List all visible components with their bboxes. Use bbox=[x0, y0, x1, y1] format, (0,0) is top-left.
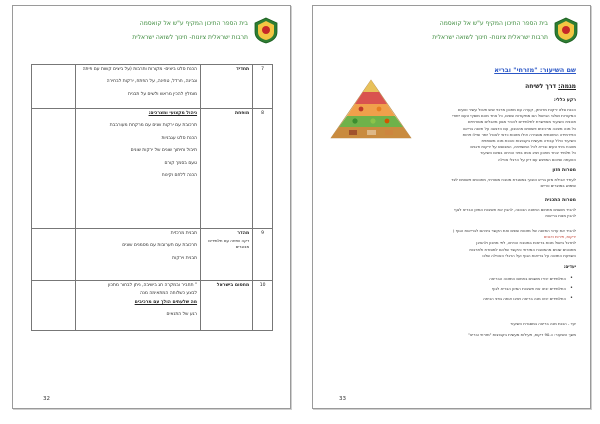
row-title: מחסום בישראל bbox=[201, 281, 253, 331]
section-text: לעודד אכילת מזון בריא וטבעי במסגרת מטבח מסורתי, מתכונים פשוטים לצד שימוש במוצרים טריים bbox=[451, 177, 576, 189]
targets-label: יעדים: bbox=[563, 264, 576, 269]
row-number: 9 bbox=[253, 229, 273, 281]
row-title: מהדר דקה ושיחה עם תלמידים מבוגרים bbox=[201, 229, 253, 281]
page-header bbox=[21, 12, 282, 50]
page-header bbox=[321, 12, 582, 50]
table-row bbox=[32, 65, 273, 109]
left-page bbox=[12, 5, 291, 409]
header-school-name: בית הספר התיכון המקיף ע"ש אל קואסמה bbox=[139, 20, 248, 27]
school-logo-icon bbox=[252, 16, 280, 44]
table-row bbox=[32, 281, 273, 331]
row-content: תבנית מרכזית תרכובת עם תערובות עם מסמנים שונים תבנית וירקות bbox=[75, 229, 200, 281]
list-item: • התלמידים יכירו מושגים בתחום התזונה הבריאה bbox=[489, 276, 566, 281]
lesson-title: שם השיעור: "מזרחי" ובריא bbox=[494, 66, 576, 74]
activity-table bbox=[31, 64, 273, 331]
header-subtitle: תרבות ישראלית ציונות- חינוך לשואה ישראלית bbox=[432, 34, 548, 41]
header-subtitle: תרבות ישראלית ציונות- חינוך לשואה ישראלית bbox=[132, 34, 248, 41]
right-page bbox=[312, 5, 591, 409]
row-title: מופחת bbox=[201, 109, 253, 229]
section-heading: מטרות התכנית bbox=[545, 198, 576, 203]
section-text-extra: להכיר את ערכי התזונה של מזונות שונים ואת הקשר ביניהם לבריאות הגוף ( ירקות, פירות ודגנים לתרגל בישול מנות בריאות במטבח הכיתה, לפי מתכון ולהציגן מתכונים שונים מהמטבח המזרחי והקשר שלהם למסורת ולתרבות השפעת התזונה על בריאות הגוף ועל הרגלי האכילה שלנו bbox=[452, 228, 576, 258]
row-title: תחדיד bbox=[201, 65, 253, 109]
footer-text: יעד - הכנת מנה בריאה במסגרת השיעור משך השיעור: כ-90 דקות, פעילות מעשית בקבוצות "מזרחי ובריא" bbox=[468, 321, 576, 338]
row-content: הכנת סלט ביצים- מקורות ותרבות (על ביצים קשות עם פיתה וגבינה, חרדל, טחינה, על הפתח, ירקות לבחירה מומלץ להכין מראש ולשים על תבנית bbox=[75, 65, 200, 109]
section-heading: רקע כללי: bbox=[553, 98, 576, 103]
table-row bbox=[32, 109, 273, 229]
list-item: • התלמידים יבינו את חשיבות המזון הבריא לגוף bbox=[492, 286, 566, 291]
section-text: להכיר מושגים מתחום התזונה הנכונה, להבין את חשיבות המזון הבריא לגוף להכין מנות בריאות bbox=[454, 207, 576, 219]
row-number: 7 bbox=[253, 65, 273, 109]
row-number: 8 bbox=[253, 109, 273, 229]
table-row bbox=[32, 229, 273, 281]
section-heading: מטרות חזון bbox=[552, 168, 576, 173]
row-content: " תחביר ובמקרה חג בישיבה, ניתן לבחור מתכון לבצע כשלוחה המתאימה מנה מה שלעתים הולך עם מרכיבים רגע של התנאים bbox=[75, 281, 200, 331]
page-number: 32 bbox=[43, 396, 50, 402]
header-school-name: בית הספר התיכון המקיף ע"ש אל קואסמה bbox=[439, 20, 548, 27]
row-number: 10 bbox=[253, 281, 273, 331]
lesson-subject: מגמה: דרך לשיחה bbox=[525, 83, 576, 90]
page-number: 33 bbox=[339, 396, 346, 402]
row-content: ניהול מקצועי ומצרכים: תרכובת עם ירקות שנים עם מרקחת מעורבבת הכנת סלט עגבניות תיבול וחיתוך שונים של ירקות שונים טעם בסמך קורם הכנה ללחם וקינוח bbox=[75, 109, 200, 229]
list-item: • התלמידים יכינו מנה בריאה ויציגו אותה בפני הכיתה bbox=[483, 296, 566, 301]
school-logo-icon bbox=[552, 16, 580, 44]
section-text: הכנת סלט ירקות מרוחק, קערה עם מתכון מרכזי שיש תיבול עשיר וטעים המקורות ושלבי הבישול הם ממקורות שונים, כל אחד מהם מוסיף טעם ייחודי תוכנית השיעור מאפשרת לתלמידים להכיר מגוון מאכלים מסורתיים כל מנה מציגה מרכיבים פשוטים מהטבע, עם הדגשה על תזונה בריאה הפירמידה התזונתית מסבירה אילו מזונות כדאי לאכול יותר ואילו פחות השיעור כולל עבודה מעשית בקבוצות והכנת מנה משותפת מטבח ביתי טעים ובריא לכל המשפחה, המבוסס על ירקות ודגנים כל תלמיד יבחר מתכון ויציג אותו בפני הכיתה בסיום השיעור הטעמה וסיכום המפגש עם דיון על הרגלי אכילה bbox=[451, 107, 576, 162]
